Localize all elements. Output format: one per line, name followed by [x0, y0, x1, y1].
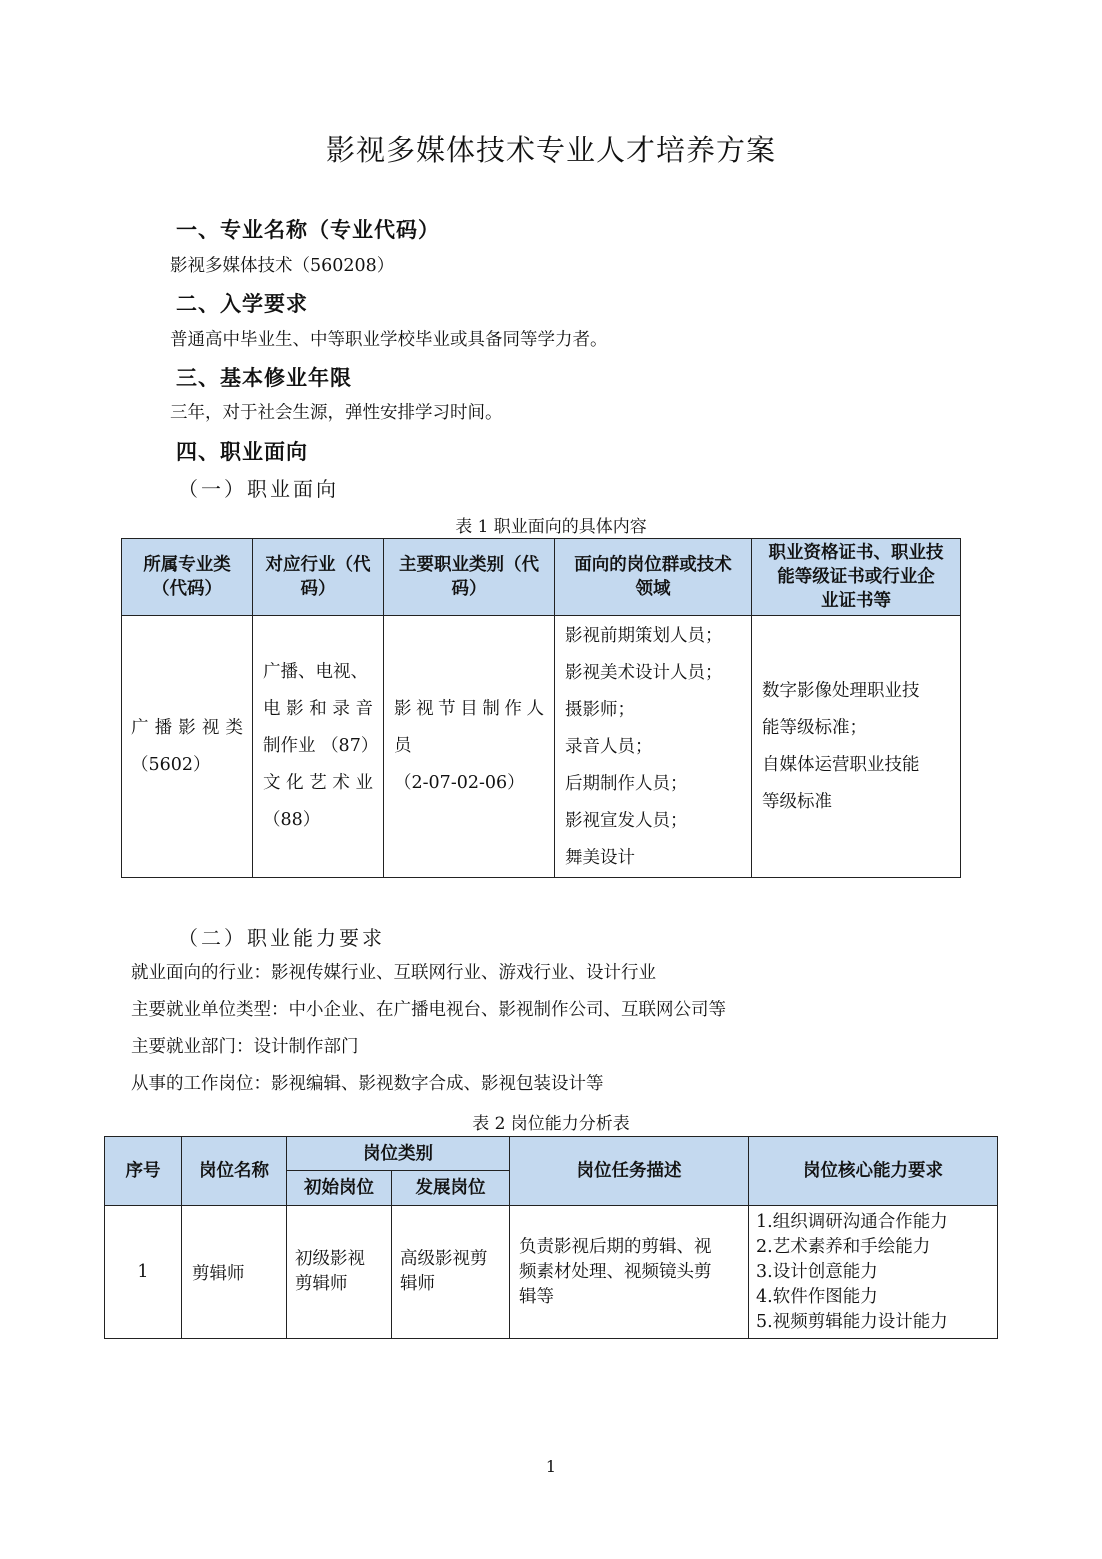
cell-line: 影视节目制作人: [394, 699, 544, 719]
page-title: 影视多媒体技术专业人才培养方案: [325, 133, 776, 167]
cell-line: 辑师: [400, 1274, 435, 1294]
table2-cell-no: 1: [105, 1206, 182, 1339]
header-line: 业证书等: [821, 591, 891, 611]
admission-text: 普通高中毕业生、中等职业学校毕业或具备同等学力者。: [170, 330, 608, 350]
cell-line: 1.组织调研沟通合作能力: [756, 1211, 948, 1232]
cell-line: 剪辑师: [295, 1274, 348, 1294]
cell-line: 4.软件作图能力: [756, 1286, 878, 1307]
cell-line: 等级标准: [762, 791, 832, 812]
header-line: 能等级证书或行业企: [777, 567, 935, 587]
section-heading-4: 四、职业面向: [176, 440, 308, 464]
cell-line: 文化艺术业: [263, 773, 373, 793]
ability-industry: 就业面向的行业：影视传媒行业、互联网行业、游戏行业、设计行业: [131, 963, 656, 983]
duration-text: 三年，对于社会生源，弹性安排学习时间。: [170, 403, 503, 423]
cell-line: 舞美设计: [565, 848, 635, 868]
header-line: （代码）: [152, 579, 222, 599]
cell-line: 影视美术设计人员；: [565, 663, 723, 683]
table1-cell-positions: [555, 616, 752, 878]
table1-cell-major-class: [122, 616, 253, 878]
cell-line: 2.艺术素养和手绘能力: [756, 1236, 931, 1257]
ability-units: 主要就业单位类型：中小企业、在广播电视台、影视制作公司、互联网公司等: [131, 1000, 726, 1020]
section-heading-3: 三、基本修业年限: [176, 366, 352, 390]
page-number: 1: [545, 1457, 557, 1476]
cell-line: 录音人员；: [565, 737, 653, 757]
table2-header-name: 岗位名称: [182, 1137, 287, 1206]
table1-cell-certificates: [752, 616, 961, 878]
header-line: 主要职业类别（代: [399, 555, 539, 575]
cell-line: 影视宣发人员；: [565, 811, 688, 831]
table2-header-initial: 初始岗位: [287, 1171, 392, 1206]
cell-line: 辑等: [519, 1286, 554, 1307]
ability-jobs: 从事的工作岗位：影视编辑、影视数字合成、影视包装设计等: [131, 1074, 604, 1094]
cell-line: 电影和录音: [263, 699, 373, 719]
cell-line: 自媒体运营职业技能: [762, 754, 920, 775]
header-line: 所属专业类: [143, 555, 231, 575]
cell-line: 影视前期策划人员；: [565, 626, 723, 646]
table2-caption: 表 2 岗位能力分析表: [472, 1114, 630, 1134]
header-line: 码）: [300, 579, 336, 599]
table1-caption: 表 1 职业面向的具体内容: [455, 517, 647, 537]
cell-line: 能等级标准；: [762, 717, 867, 738]
table1-header-certificates: [752, 539, 961, 616]
cell-line: 后期制作人员；: [565, 774, 688, 794]
subsection-heading-2: （二）职业能力要求: [178, 926, 385, 950]
cell-line: （88）: [263, 810, 321, 830]
cell-line: 高级影视剪: [400, 1249, 488, 1269]
table2-cell-develop: [392, 1206, 510, 1339]
table2-header-category: 岗位类别: [287, 1137, 510, 1171]
table1-header-occupation: [384, 539, 555, 616]
section-heading-2: 二、入学要求: [176, 292, 308, 316]
position-ability-table: [104, 1136, 998, 1339]
header-line: 码）: [451, 579, 487, 599]
table2-header-develop: 发展岗位: [392, 1171, 510, 1206]
table2-cell-task: [510, 1206, 749, 1339]
table1-header-positions: [555, 539, 752, 616]
table1-cell-occupation: [384, 616, 555, 878]
cell-line: （5602）: [131, 754, 211, 775]
cell-line: 摄影师；: [565, 700, 635, 720]
cell-line: 5.视频剪辑能力设计能力: [756, 1311, 948, 1332]
table2-header-core: 岗位核心能力要求: [749, 1137, 998, 1206]
header-line: 职业资格证书、职业技: [768, 543, 944, 563]
table2-cell-core: [749, 1206, 998, 1339]
cell-line: 广播影视类: [131, 717, 243, 738]
cell-line: （2-07-02-06）: [394, 773, 525, 793]
cell-line: 员: [394, 736, 412, 756]
cell-line: 广播、电视、: [263, 662, 368, 682]
ability-dept: 主要就业部门：设计制作部门: [131, 1037, 359, 1057]
cell-line: 制作业 （87）: [263, 736, 379, 756]
table2-cell-name: 剪辑师: [182, 1206, 287, 1339]
table1-cell-industry: [253, 616, 384, 878]
table1-header-industry: [253, 539, 384, 616]
subsection-heading-1: （一）职业面向: [178, 477, 339, 501]
table2-header-no: 序号: [105, 1137, 182, 1206]
career-orientation-table: [121, 538, 961, 878]
section-heading-1: 一、专业名称（专业代码）: [176, 218, 440, 242]
cell-line: 频素材处理、视频镜头剪: [519, 1261, 712, 1282]
cell-line: 数字影像处理职业技: [762, 680, 920, 701]
cell-line: 3.设计创意能力: [756, 1261, 878, 1282]
table2-header-task: 岗位任务描述: [510, 1137, 749, 1206]
cell-line: 负责影视后期的剪辑、视: [519, 1236, 712, 1257]
header-line: 领域: [635, 579, 671, 599]
header-line: 对应行业（代: [265, 555, 371, 575]
major-name-text: 影视多媒体技术（560208）: [170, 256, 395, 276]
table1-header-major-class: [122, 539, 253, 616]
cell-line: 初级影视: [295, 1249, 365, 1269]
header-line: 面向的岗位群或技术: [574, 555, 732, 575]
table2-cell-initial: [287, 1206, 392, 1339]
